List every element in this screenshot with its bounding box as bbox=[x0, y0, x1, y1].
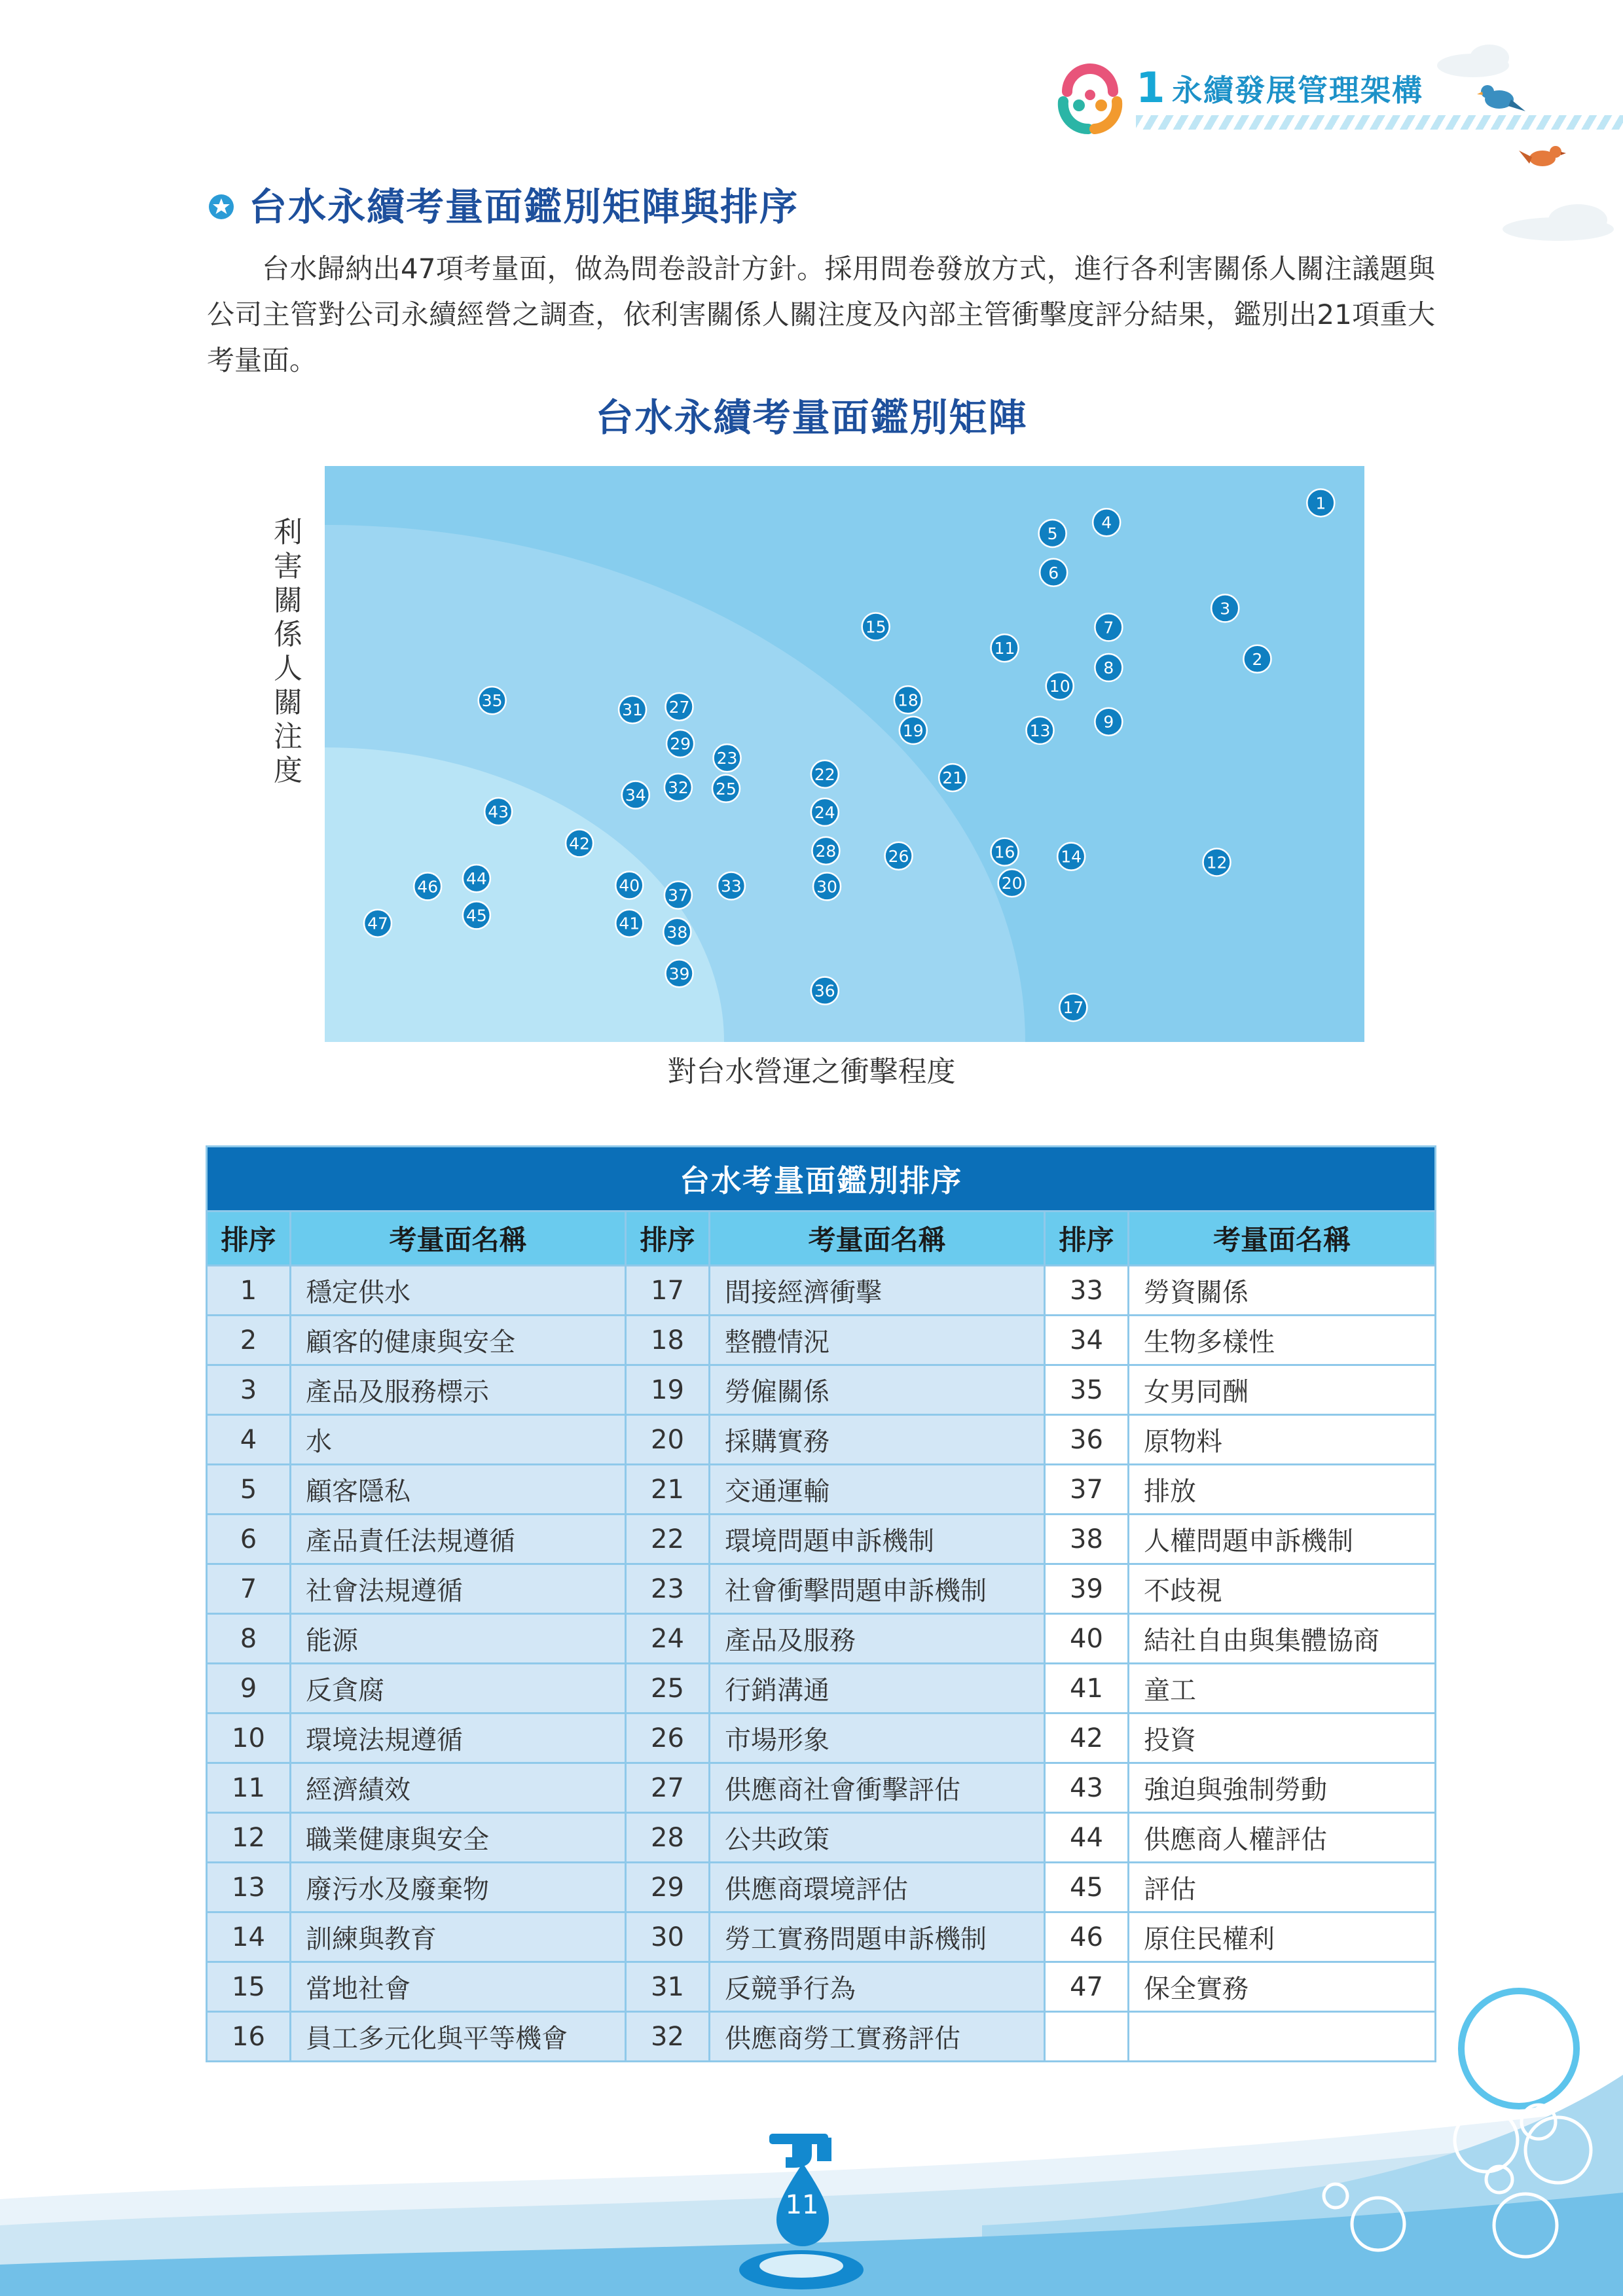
rank-cell: 45 bbox=[1045, 1863, 1129, 1912]
name-cell: 供應商社會衝擊評估 bbox=[710, 1763, 1045, 1813]
brand-logo-icon bbox=[1048, 56, 1133, 141]
table-row bbox=[207, 1564, 1436, 1614]
rank-cell: 8 bbox=[207, 1614, 291, 1664]
data-point-label: 34 bbox=[625, 785, 646, 805]
rank-cell: 6 bbox=[207, 1515, 291, 1564]
name-cell: 勞僱關係 bbox=[710, 1365, 1045, 1415]
rank-cell: 2 bbox=[207, 1316, 291, 1365]
chapter-title: 永續發展管理架構 bbox=[1172, 73, 1423, 108]
name-cell: 職業健康與安全 bbox=[291, 1813, 626, 1863]
data-point-label: 32 bbox=[668, 778, 689, 798]
data-point-label: 13 bbox=[1029, 721, 1051, 740]
name-cell: 反競爭行為 bbox=[710, 1962, 1045, 2012]
name-cell: 勞資關係 bbox=[1129, 1266, 1436, 1316]
name-cell: 環境問題申訴機制 bbox=[710, 1515, 1045, 1564]
data-point bbox=[811, 761, 839, 788]
data-point-label: 30 bbox=[816, 877, 837, 897]
name-cell: 市場形象 bbox=[710, 1713, 1045, 1763]
data-point bbox=[1243, 645, 1271, 673]
name-cell: 環境法規遵循 bbox=[291, 1713, 626, 1763]
rank-cell: 5 bbox=[207, 1465, 291, 1515]
data-point-label: 31 bbox=[622, 700, 643, 720]
footer-wave-decoration bbox=[0, 1977, 1623, 2296]
column-header-name: 考量面名稱 bbox=[1129, 1211, 1436, 1266]
data-point-label: 24 bbox=[814, 802, 835, 822]
rank-cell: 29 bbox=[626, 1863, 710, 1912]
data-point bbox=[622, 781, 649, 808]
cloud-icon bbox=[1503, 204, 1614, 241]
data-point bbox=[991, 838, 1019, 866]
data-point-label: 20 bbox=[1001, 874, 1023, 893]
rank-cell: 22 bbox=[626, 1515, 710, 1564]
data-point-label: 5 bbox=[1047, 524, 1058, 543]
data-point-label: 23 bbox=[716, 749, 738, 768]
data-point bbox=[665, 882, 692, 909]
data-point bbox=[811, 798, 839, 826]
name-cell: 交通運輸 bbox=[710, 1465, 1045, 1515]
name-cell: 不歧視 bbox=[1129, 1564, 1436, 1614]
data-point bbox=[463, 865, 490, 892]
rank-cell: 1 bbox=[207, 1266, 291, 1316]
rank-cell: 34 bbox=[1045, 1316, 1129, 1365]
x-axis-label: 對台水營運之衝擊程度 bbox=[667, 1055, 956, 1088]
table-body bbox=[207, 1266, 1436, 2062]
bird-icon bbox=[1519, 146, 1566, 166]
name-cell: 女男同酬 bbox=[1129, 1365, 1436, 1415]
data-point-label: 40 bbox=[619, 876, 640, 895]
data-point-label: 15 bbox=[865, 617, 886, 637]
name-cell: 投資 bbox=[1129, 1713, 1436, 1763]
name-cell: 廢污水及廢棄物 bbox=[291, 1863, 626, 1912]
data-point-label: 26 bbox=[888, 846, 909, 866]
data-point bbox=[1027, 717, 1054, 744]
rank-cell: 31 bbox=[626, 1962, 710, 2012]
rank-cell: 36 bbox=[1045, 1415, 1129, 1465]
data-point-label: 17 bbox=[1063, 998, 1084, 1018]
table-row bbox=[207, 1415, 1436, 1465]
data-point-label: 36 bbox=[814, 981, 835, 1001]
data-point bbox=[1039, 520, 1067, 547]
table-row bbox=[207, 1713, 1436, 1763]
rank-cell: 39 bbox=[1045, 1564, 1129, 1614]
materiality-matrix-chart bbox=[325, 466, 1364, 1042]
rank-cell: 28 bbox=[626, 1813, 710, 1863]
name-cell: 社會衝擊問題申訴機制 bbox=[710, 1564, 1045, 1614]
name-cell: 反貪腐 bbox=[291, 1664, 626, 1713]
data-point bbox=[479, 687, 506, 714]
data-point-label: 1 bbox=[1315, 493, 1326, 513]
data-point-label: 27 bbox=[668, 697, 690, 717]
rank-cell: 3 bbox=[207, 1365, 291, 1415]
rank-cell: 40 bbox=[1045, 1614, 1129, 1664]
data-point bbox=[463, 901, 490, 929]
data-point bbox=[885, 842, 913, 870]
rank-cell: 11 bbox=[207, 1763, 291, 1813]
name-cell: 原物料 bbox=[1129, 1415, 1436, 1465]
data-point-label: 42 bbox=[569, 834, 590, 853]
data-point bbox=[1095, 654, 1122, 681]
table-row bbox=[207, 1664, 1436, 1713]
data-point bbox=[663, 918, 691, 946]
data-point-label: 2 bbox=[1252, 649, 1263, 669]
name-cell: 供應商勞工實務評估 bbox=[710, 2012, 1045, 2062]
rank-cell: 33 bbox=[1045, 1266, 1129, 1316]
name-cell: 強迫與強制勞動 bbox=[1129, 1763, 1436, 1813]
data-point bbox=[714, 744, 741, 772]
name-cell: 顧客隱私 bbox=[291, 1465, 626, 1515]
data-point bbox=[619, 696, 646, 723]
table-row bbox=[207, 1813, 1436, 1863]
rank-cell: 27 bbox=[626, 1763, 710, 1813]
data-point bbox=[364, 910, 392, 937]
data-point bbox=[566, 829, 593, 857]
rank-cell: 32 bbox=[626, 2012, 710, 2062]
cloud-icon bbox=[1437, 45, 1509, 77]
data-point-label: 47 bbox=[367, 914, 388, 933]
data-point-label: 46 bbox=[417, 877, 439, 897]
name-cell: 童工 bbox=[1129, 1664, 1436, 1713]
data-point bbox=[1203, 848, 1231, 876]
data-point bbox=[1095, 613, 1122, 641]
data-point-label: 33 bbox=[721, 876, 742, 896]
data-point bbox=[939, 764, 966, 791]
data-point bbox=[812, 837, 839, 865]
table-row bbox=[207, 1316, 1436, 1365]
data-point-label: 37 bbox=[668, 886, 689, 905]
rank-cell: 18 bbox=[626, 1316, 710, 1365]
data-point bbox=[998, 869, 1026, 897]
table-row bbox=[207, 1863, 1436, 1912]
data-point-label: 3 bbox=[1220, 599, 1231, 619]
name-cell: 訓練與教育 bbox=[291, 1912, 626, 1962]
column-header-name: 考量面名稱 bbox=[710, 1211, 1045, 1266]
data-point-label: 21 bbox=[942, 768, 964, 788]
name-cell: 當地社會 bbox=[291, 1962, 626, 2012]
data-point-label: 25 bbox=[716, 779, 737, 798]
name-cell: 產品及服務標示 bbox=[291, 1365, 626, 1415]
bird-icon bbox=[1477, 85, 1525, 111]
data-point-label: 7 bbox=[1103, 618, 1114, 637]
data-point-label: 18 bbox=[897, 691, 919, 710]
name-cell: 產品責任法規遵循 bbox=[291, 1515, 626, 1564]
name-cell: 水 bbox=[291, 1415, 626, 1465]
data-point bbox=[712, 775, 740, 802]
name-cell: 整體情況 bbox=[710, 1316, 1045, 1365]
rank-cell: 41 bbox=[1045, 1664, 1129, 1713]
data-point bbox=[894, 686, 922, 713]
name-cell: 間接經濟衝擊 bbox=[710, 1266, 1045, 1316]
table-row bbox=[207, 1266, 1436, 1316]
intro-paragraph: 台水歸納出47項考量面，做為問卷設計方針。採用問卷發放方式，進行各利害關係人關注議題與公司主管對公司永續經營之調查，依利害關係人關注度及內部主管衝擊度評分結果，鑑別出21項重大考量面。 bbox=[207, 253, 1435, 376]
name-cell: 評估 bbox=[1129, 1863, 1436, 1912]
data-point bbox=[615, 872, 643, 899]
rank-cell: 10 bbox=[207, 1713, 291, 1763]
data-point bbox=[1059, 994, 1087, 1021]
name-cell: 行銷溝通 bbox=[710, 1664, 1045, 1713]
name-cell: 員工多元化與平等機會 bbox=[291, 2012, 626, 2062]
data-point-label: 10 bbox=[1049, 677, 1070, 696]
data-point-label: 12 bbox=[1206, 853, 1228, 872]
rank-cell: 16 bbox=[207, 2012, 291, 2062]
rank-cell: 38 bbox=[1045, 1515, 1129, 1564]
data-point bbox=[414, 872, 441, 900]
name-cell: 結社自由與集體協商 bbox=[1129, 1614, 1436, 1664]
data-point bbox=[1057, 843, 1085, 870]
section-title: 台水永續考量面鑑別矩陣與排序 bbox=[249, 185, 799, 229]
data-point-label: 16 bbox=[994, 842, 1015, 862]
data-point bbox=[615, 910, 643, 937]
data-point bbox=[718, 872, 745, 900]
y-axis-label: 利害關係人關注度 bbox=[274, 516, 302, 787]
table-row bbox=[207, 1614, 1436, 1664]
column-header-rank: 排序 bbox=[626, 1211, 710, 1266]
name-cell: 原住民權利 bbox=[1129, 1912, 1436, 1962]
name-cell: 經濟績效 bbox=[291, 1763, 626, 1813]
rank-cell: 15 bbox=[207, 1962, 291, 2012]
data-point bbox=[1095, 708, 1122, 736]
data-point-label: 44 bbox=[465, 869, 487, 889]
data-point bbox=[862, 613, 890, 641]
data-point bbox=[666, 960, 693, 987]
table-row bbox=[207, 1912, 1436, 1962]
data-point-label: 35 bbox=[481, 691, 503, 711]
rank-cell: 42 bbox=[1045, 1713, 1129, 1763]
data-point-label: 39 bbox=[668, 964, 690, 984]
data-point-label: 29 bbox=[670, 734, 691, 754]
data-point-label: 19 bbox=[902, 721, 924, 740]
rank-cell: 44 bbox=[1045, 1813, 1129, 1863]
data-point bbox=[666, 730, 694, 757]
data-point bbox=[900, 717, 927, 744]
table-caption: 台水考量面鑑別排序 bbox=[207, 1147, 1436, 1211]
data-point-label: 38 bbox=[666, 922, 688, 942]
name-cell: 產品及服務 bbox=[710, 1614, 1045, 1664]
header-decoration bbox=[1427, 39, 1623, 242]
table-row bbox=[207, 1465, 1436, 1515]
data-point-label: 45 bbox=[465, 906, 487, 925]
rank-cell: 47 bbox=[1045, 1962, 1129, 2012]
table-row bbox=[207, 1365, 1436, 1415]
data-point-label: 43 bbox=[488, 802, 509, 821]
rank-cell: 37 bbox=[1045, 1465, 1129, 1515]
name-cell: 排放 bbox=[1129, 1465, 1436, 1515]
name-cell: 公共政策 bbox=[710, 1813, 1045, 1863]
name-cell: 能源 bbox=[291, 1614, 626, 1664]
rank-cell: 35 bbox=[1045, 1365, 1129, 1415]
table-row bbox=[207, 1763, 1436, 1813]
data-point-label: 11 bbox=[994, 639, 1015, 658]
rank-cell: 4 bbox=[207, 1415, 291, 1465]
rank-cell: 19 bbox=[626, 1365, 710, 1415]
data-point bbox=[1211, 594, 1239, 622]
data-point bbox=[811, 977, 839, 1005]
name-cell: 供應商人權評估 bbox=[1129, 1813, 1436, 1863]
star-bullet-icon bbox=[208, 194, 234, 220]
data-point bbox=[991, 634, 1019, 662]
rank-cell: 20 bbox=[626, 1415, 710, 1465]
rank-cell: 17 bbox=[626, 1266, 710, 1316]
name-cell: 人權問題申訴機制 bbox=[1129, 1515, 1436, 1564]
name-cell: 生物多樣性 bbox=[1129, 1316, 1436, 1365]
chart-title: 台水永續考量面鑑別矩陣 bbox=[595, 395, 1028, 440]
name-cell: 穩定供水 bbox=[291, 1266, 626, 1316]
rank-cell: 12 bbox=[207, 1813, 291, 1863]
rank-cell: 24 bbox=[626, 1614, 710, 1664]
table-row bbox=[207, 1515, 1436, 1564]
name-cell: 社會法規遵循 bbox=[291, 1564, 626, 1614]
rank-cell: 46 bbox=[1045, 1912, 1129, 1962]
data-point bbox=[665, 774, 692, 801]
data-point bbox=[484, 798, 512, 825]
rank-cell: 7 bbox=[207, 1564, 291, 1614]
data-point bbox=[1040, 559, 1067, 586]
data-point bbox=[1307, 489, 1334, 516]
data-point-label: 28 bbox=[815, 841, 837, 861]
data-point bbox=[813, 872, 841, 900]
page-number: 11 bbox=[785, 2190, 819, 2220]
rank-cell: 14 bbox=[207, 1912, 291, 1962]
data-point-label: 41 bbox=[619, 914, 640, 933]
name-cell: 供應商環境評估 bbox=[710, 1863, 1045, 1912]
column-header-rank: 排序 bbox=[1045, 1211, 1129, 1266]
rank-cell: 21 bbox=[626, 1465, 710, 1515]
name-cell: 採購實務 bbox=[710, 1415, 1045, 1465]
name-cell: 保全實務 bbox=[1129, 1962, 1436, 2012]
data-point-label: 4 bbox=[1101, 513, 1112, 533]
data-point bbox=[1093, 509, 1120, 536]
name-cell: 勞工實務問題申訴機制 bbox=[710, 1912, 1045, 1962]
data-point bbox=[1046, 672, 1074, 700]
data-point bbox=[666, 693, 693, 721]
data-point-label: 9 bbox=[1103, 712, 1114, 732]
data-point-label: 22 bbox=[814, 764, 835, 784]
rank-cell: 43 bbox=[1045, 1763, 1129, 1813]
rank-cell: 25 bbox=[626, 1664, 710, 1713]
column-header-name: 考量面名稱 bbox=[291, 1211, 626, 1266]
data-point-label: 14 bbox=[1061, 847, 1082, 867]
name-cell: 顧客的健康與安全 bbox=[291, 1316, 626, 1365]
chapter-number: 1 bbox=[1136, 64, 1165, 113]
column-header-rank: 排序 bbox=[207, 1211, 291, 1266]
data-point-label: 8 bbox=[1103, 658, 1114, 677]
data-point-label: 6 bbox=[1048, 563, 1059, 583]
rank-cell: 26 bbox=[626, 1713, 710, 1763]
rank-cell: 13 bbox=[207, 1863, 291, 1912]
rank-cell: 9 bbox=[207, 1664, 291, 1713]
rank-cell: 30 bbox=[626, 1912, 710, 1962]
rank-cell: 23 bbox=[626, 1564, 710, 1614]
ranking-table bbox=[206, 1145, 1436, 2062]
